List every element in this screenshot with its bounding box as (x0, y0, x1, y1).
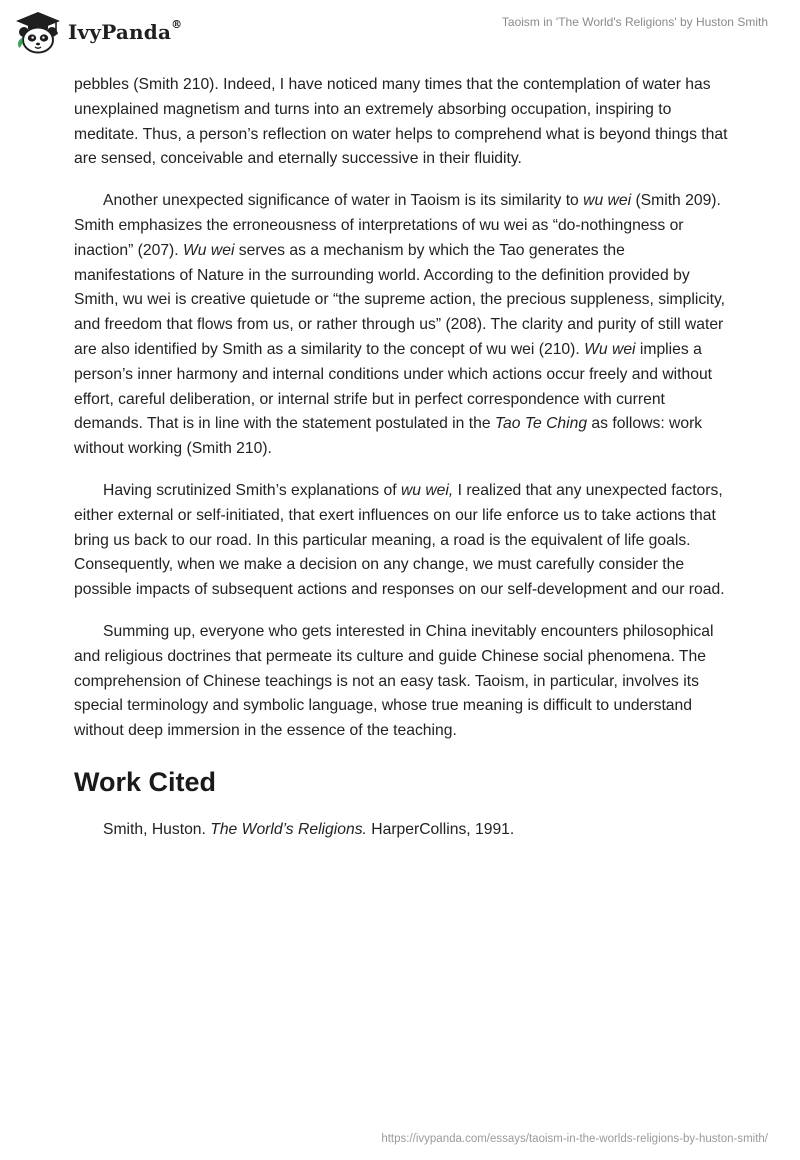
italic-term: Tao Te Ching (494, 415, 588, 433)
italic-term: Wu wei (584, 340, 636, 358)
citation-entry (74, 818, 728, 843)
page-header (0, 0, 800, 64)
citation-publisher: HarperCollins, 1991. (366, 820, 515, 838)
essay-body (74, 73, 728, 860)
source-url[interactable]: https://ivypanda.com/essays/taoism-in-the-worlds-religions-by-huston-smith/ (381, 1133, 768, 1145)
body-paragraph (74, 620, 728, 744)
paragraph-list (74, 73, 728, 744)
panda-graduation-cap-icon (14, 10, 62, 54)
paragraph-text: implies a person’s inner harmony and internal conditions under which actions occur freely and without effort, careful deliberation, or internal strife but in perfect correspondence with current demands. That is in line with the statement postulated in the (74, 340, 713, 433)
citation-title: The World’s Religions. (210, 820, 367, 838)
paragraph-text: I realized that any unexpected factors, either external or self-initiated, that exert influences on our life enforce us to take actions that bring us back to our road. In this particular meaning, a road is the equivalent of life goals. Consequently, when we make a decision on any change, we must carefully consider the possible impacts of subsequent actions and responses on our self-development and our road. (74, 481, 725, 599)
paragraph-text: Another unexpected significance of water in Taoism is its similarity to (103, 192, 584, 210)
italic-term: wu wei (583, 192, 632, 210)
works-cited-heading: Work Cited (74, 766, 217, 797)
paragraph-text: pebbles (Smith 210). Indeed, I have noticed many times that the contemplation of water has unexplained magnetism and turns into an extremely absorbing occupation, inspiring to meditate. Thus, a person’s reflection on water helps to comprehend what is beyond things that are sensed, conceivable and eternally successive in their fluidity. (74, 76, 728, 168)
body-paragraph (74, 189, 728, 462)
paragraph-text: (Smith 209). Smith emphasizes the erroneousness of interpretations of wu wei as “do-nothingness or inaction” (207). (74, 192, 721, 259)
document-title: Taoism in 'The World's Religions' by Huston Smith (501, 15, 768, 29)
paragraph-text: serves as a mechanism by which the Tao generates the manifestations of Nature in the surrounding world. According to the definition provided by Smith, wu wei is creative quietude or “the supreme action, the precious suppleness, simplicity, and freedom that flows from us, or rather through us” (208). The clarity and purity of still water are also identified by Smith as a similarity to the concept of wu wei (210). (74, 241, 726, 358)
italic-term: wu wei, (400, 481, 454, 499)
logo-wordmark: IvyPanda® (68, 18, 183, 44)
site-logo[interactable] (14, 10, 182, 54)
paragraph-text: Having scrutinized Smith’s explanations of (103, 481, 401, 499)
body-paragraph (74, 479, 728, 603)
italic-term: Wu wei (183, 241, 235, 259)
citation-author: Smith, Huston. (103, 820, 211, 838)
body-paragraph (74, 73, 728, 172)
paragraph-text: Summing up, everyone who gets interested in China inevitably encounters philosophical and religious doctrines that permeate its culture and guide Chinese social phenomena. The comprehension of Chinese teachings is not an easy task. Taoism, in particular, involves its special terminology and symbolic language, whose true meaning is difficult to understand without deep immersion in the essence of the teaching. (74, 622, 714, 740)
paragraph-text: as follows: work without working (Smith 210). (74, 415, 703, 458)
